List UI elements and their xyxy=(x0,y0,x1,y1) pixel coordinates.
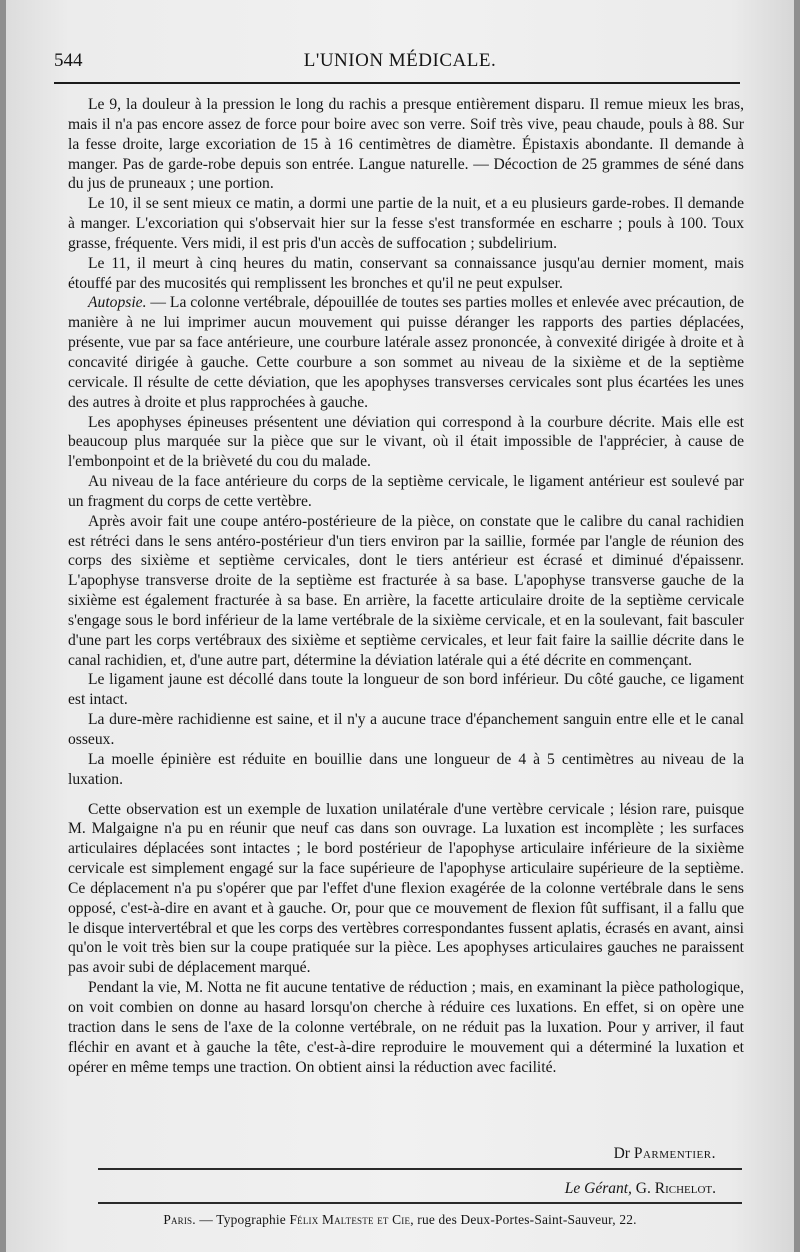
paragraph xyxy=(68,750,744,790)
paragraph-text: La moelle épinière est réduite en bouillie dans une longueur de 4 à 5 centimètres au niveau de la luxation. xyxy=(68,750,744,788)
paragraph xyxy=(68,670,744,710)
footer-rule-upper xyxy=(98,1168,742,1170)
paragraph xyxy=(68,512,744,671)
gerant-name: G. Richelot. xyxy=(635,1180,716,1197)
journal-title: L'UNION MÉDICALE. xyxy=(303,50,497,71)
paragraph xyxy=(68,254,744,294)
page-header xyxy=(54,50,746,80)
paragraph xyxy=(68,800,744,979)
paragraph-text: Le 10, il se sent mieux ce matin, a dormi une partie de la nuit, et a eu plusieurs garde-robes. Il demande à manger. L'excoriation qui s'observait hier sur la fesse s'est transformée en escharre ; pouls à 100. Toux grasse, fréquente. Vers midi, il est pris d'un accès de suffocation ; subdelirium. xyxy=(68,195,744,252)
signature-name: Parmentier. xyxy=(633,1145,716,1162)
article-body xyxy=(68,95,744,1077)
paragraph xyxy=(68,978,744,1077)
paragraph-text: Le ligament jaune est décollé dans toute la longueur de son bord inférieur. Du côté gauche, ce ligament est intact. xyxy=(68,671,744,709)
paragraph xyxy=(68,293,744,412)
paragraph-text: Cette observation est un exemple de luxation unilatérale d'une vertèbre cervicale ; lésion rare, puisque M. Malgaigne n'a pu en réunir que neuf cas dans son ouvrage. La luxation est incomplète ; les surfaces articulaires déplacées sont intactes ; le bord postérieur de l'apophyse articulaire inférieure de la sixième cervicale est simplement engagé sur la face supérieure de l'apophyse articulaire supérieure de la septième. Ce déplacement n'a pu s'opérer que par l'effet d'une flexion exagérée de la colonne vertébrale dans le sens opposé, c'est-à-dire en avant et à gauche. Or, pour que ce mouvement de flexion fût suffisant, il a fallu que le disque intervertébral et que les corps des vertèbres correspondantes fussent aplatis, écrasés en avant, ainsi qu'on le voit très bien sur la coupe pratiquée sur la pièce. Les apophyses articulaires gauches ne paraissent pas avoir subi de déplacement marqué. xyxy=(68,800,744,977)
gerant-line xyxy=(565,1180,716,1198)
paragraph-text: Les apophyses épineuses présentent une déviation qui correspond à la courbure décrite. Mais elle est beaucoup plus marquée sur la pièce que sur le vivant, où il était impossible de l'apprécier, à cause de l'embonpoint et de la brièveté du cou du malade. xyxy=(68,413,744,471)
author-signature xyxy=(614,1145,716,1163)
paragraph xyxy=(68,194,744,254)
header-rule xyxy=(54,82,740,84)
paragraph-lead: Autopsie. xyxy=(88,294,147,312)
paragraph-text: Au niveau de la face antérieure du corps de la septième cervicale, le ligament antérieur est soulevé par un fragment du corps de cette vertèbre. xyxy=(68,473,744,510)
imprint-city: Paris. xyxy=(163,1212,196,1227)
paragraph-text: Après avoir fait une coupe antéro-postérieure de la pièce, on constate que le calibre du canal rachidien est rétréci dans le sens antéro-postérieur d'un tiers environ par la saillie, formée par l'angle de réunion des corps des sixième et septième cervicales, dont le tiers antérieur est écrasé et diminué d'épaissenr. L'apophyse transverse droite de la septième est fracturée à sa base. L'apophyse transverse gauche de la sixième est également fracturée à sa base. En arrière, la facette articulaire droite de la septième cervicale s'engage sous le bord inférieur de la lame vertébrale de la sixième cervicale, et en la soulevant, fait basculer d'une part les corps vertébraux des sixième et septième cervicales, et leur fait faire la saillie décrite dans le canal rachidien, et, d'une autre part, détermine la déviation latérale qui a été décrite en commençant. xyxy=(68,512,744,669)
journal-page xyxy=(6,0,794,1252)
paragraph-text: Pendant la vie, M. Notta ne fit aucune tentative de réduction ; mais, en examinant la pièce pathologique, on voit combien on donne au hasard lorsqu'on cherche à réduire ces luxations. En effet, si on opère une traction dans le sens de l'axe de la colonne vertébrale, on ne réduit pas la luxation. Pour y arriver, il faut fléchir en avant et à gauche la tête, c'est-à-dire reproduire le mouvement qui a déterminé la luxation et opérer en même temps une traction. On obtient ainsi la réduction avec facilité. xyxy=(68,979,744,1076)
imprint-typography: — Typographie xyxy=(195,1212,290,1227)
imprint-address: , rue des Deux-Portes-Saint-Sauveur, 22. xyxy=(410,1212,637,1227)
paragraph xyxy=(68,413,744,473)
imprint-printer: Félix Malteste et Cie xyxy=(289,1212,411,1227)
paragraph-text: — La colonne vertébrale, dépouillée de toutes ses parties molles et enlevée avec précaution, de manière à ne lui imprimer aucun mouvement qui puisse déranger les rapports des parties déplacées, présente, vue par sa face antérieure, une courbure latérale assez prononcée, à convexité dirigée à droite et à concavité dirigée à gauche. Cette courbure a son sommet au niveau de la sixième et de la septième cervicale. Il résulte de cette déviation, que les apophyses transverses cervicales sont plus écartées les unes des autres à droite et plus rapprochées à gauche. xyxy=(68,294,744,411)
paragraph xyxy=(68,95,744,194)
paragraph xyxy=(68,710,744,750)
printer-imprint xyxy=(6,1212,794,1228)
paragraph-text: Le 9, la douleur à la pression le long du rachis a presque entièrement disparu. Il remue mieux les bras, mais il n'a pas encore assez de force pour boire avec son verre. Soif très vive, peau chaude, pouls à 88. Sur la fesse droite, large excoriation de 15 à 16 centimètres de diamètre. Épistaxis abondante. Il demande à manger. Pas de garde-robe depuis son entrée. Langue naturelle. — Décoction de 25 grammes de séné dans du jus de pruneaux ; une portion. xyxy=(68,96,744,193)
paragraph xyxy=(68,472,744,512)
page-number: 544 xyxy=(54,50,83,71)
gerant-label: Le Gérant, xyxy=(564,1180,632,1197)
footer-rule-lower xyxy=(98,1202,742,1204)
paragraph-text: La dure-mère rachidienne est saine, et il n'y a aucune trace d'épanchement sanguin entre elle et le canal osseux. xyxy=(68,711,744,748)
paragraph-text: Le 11, il meurt à cinq heures du matin, conservant sa connaissance jusqu'au dernier moment, mais étouffé par des mucosités qui remplissent les bronches et qu'il ne peut expulser. xyxy=(68,254,744,292)
signature-title: Dr xyxy=(613,1145,630,1162)
